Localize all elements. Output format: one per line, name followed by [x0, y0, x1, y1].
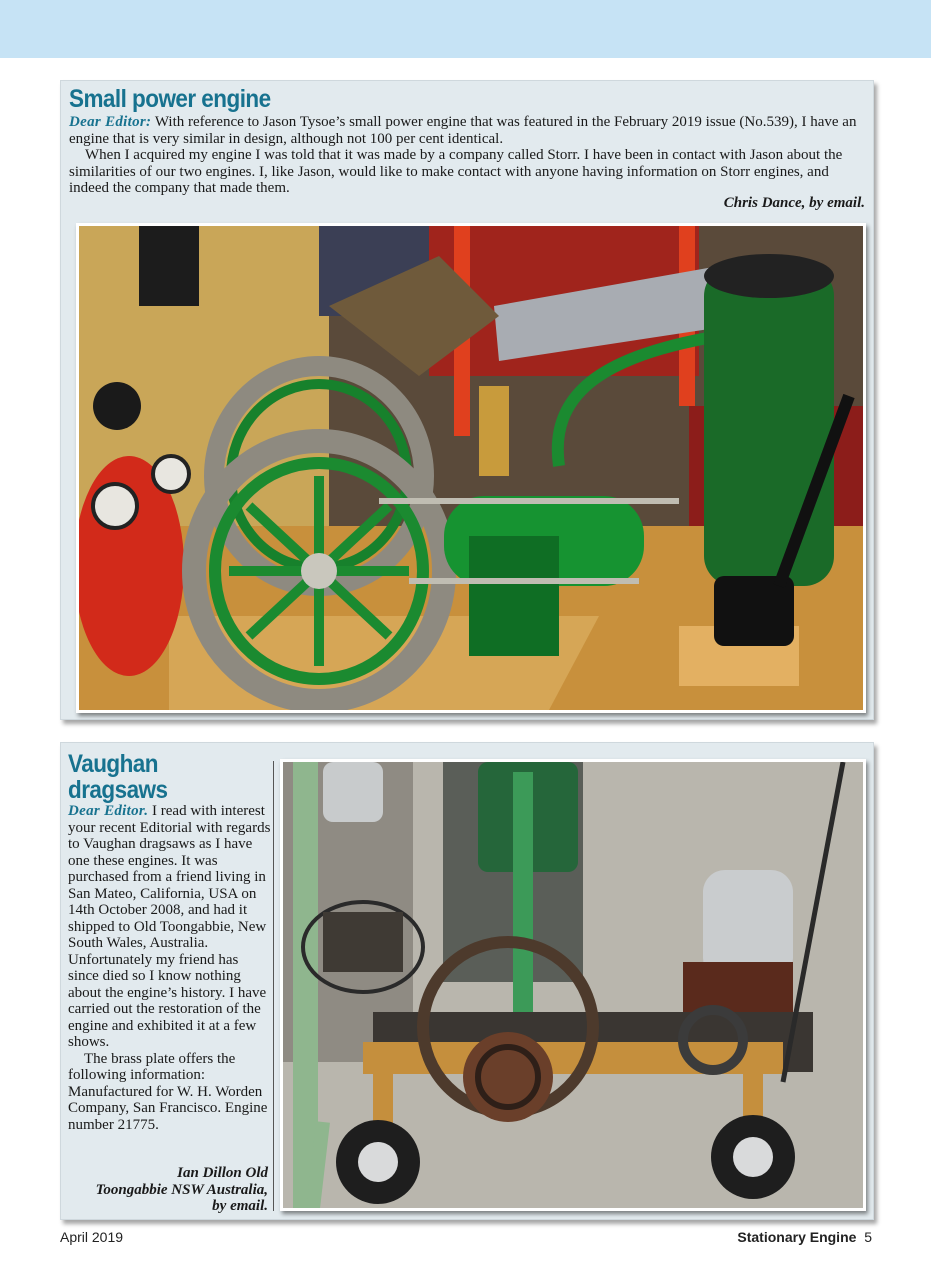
article-body [69, 114, 869, 197]
article-body [68, 803, 271, 1133]
signature-line: Toongabbie NSW Australia, [95, 1181, 268, 1198]
dear-editor-label: Dear Editor: [69, 114, 152, 130]
page-number: 5 [864, 1229, 872, 1245]
article-heading: Small power engine [69, 85, 271, 113]
signature-line: by email. [212, 1198, 268, 1214]
paragraph: When I acquired my engine I was told that it was made by a company called Storr. I have been in contact with Jason about the similarities of our two engines. I, like Jason, would like to make contact with anyone having information on Storr engines, and indeed the company that made them. [69, 147, 843, 196]
paragraph [68, 803, 271, 1051]
paragraph: The brass plate offers the following information: Manufactured for W. H. Worden Company, San Francisco. Engine number 21775. [68, 1050, 268, 1133]
letter-vaughan-dragsaws [60, 742, 874, 1220]
engine-photo-illustration [79, 226, 863, 710]
author-signature [68, 1165, 268, 1215]
heading-line: dragsaws [68, 776, 168, 804]
column-divider [273, 761, 274, 1211]
paragraph-text: I read with interest your recent Editorial with regards to Vaughan dragsaws as I have one these engines. It was purchased from a friend living in San Mateo, California, USA on 14th October 2008, and had it shipped to Old Toongabbie, New South Wales, Australia. Unfortunately my friend has since died so I know nothing about the engine’s history. I have carried out the restoration of the engine and exhibited it at a few shows. [68, 803, 271, 1050]
top-color-band [0, 0, 931, 58]
engine-photo [76, 223, 866, 713]
paragraph-text: With reference to Jason Tysoe’s small power engine that was featured in the February 2019 issue (No.539), I have an engine that is very similar in design, although not 100 per cent identical. [69, 114, 857, 147]
dragsaw-photo [280, 759, 866, 1211]
dragsaw-photo-illustration [283, 762, 863, 1208]
signature-line: Ian Dillon Old [177, 1165, 268, 1181]
article-heading [68, 751, 167, 803]
letter-small-power-engine [60, 80, 874, 720]
author-signature: Chris Dance, by email. [723, 195, 865, 211]
footer-date: April 2019 [60, 1229, 124, 1245]
paragraph [69, 114, 869, 147]
footer-page-info [737, 1229, 872, 1245]
dear-editor-label: Dear Editor. [68, 803, 149, 819]
heading-line: Vaughan [68, 750, 158, 778]
magazine-title: Stationary Engine [737, 1229, 857, 1245]
